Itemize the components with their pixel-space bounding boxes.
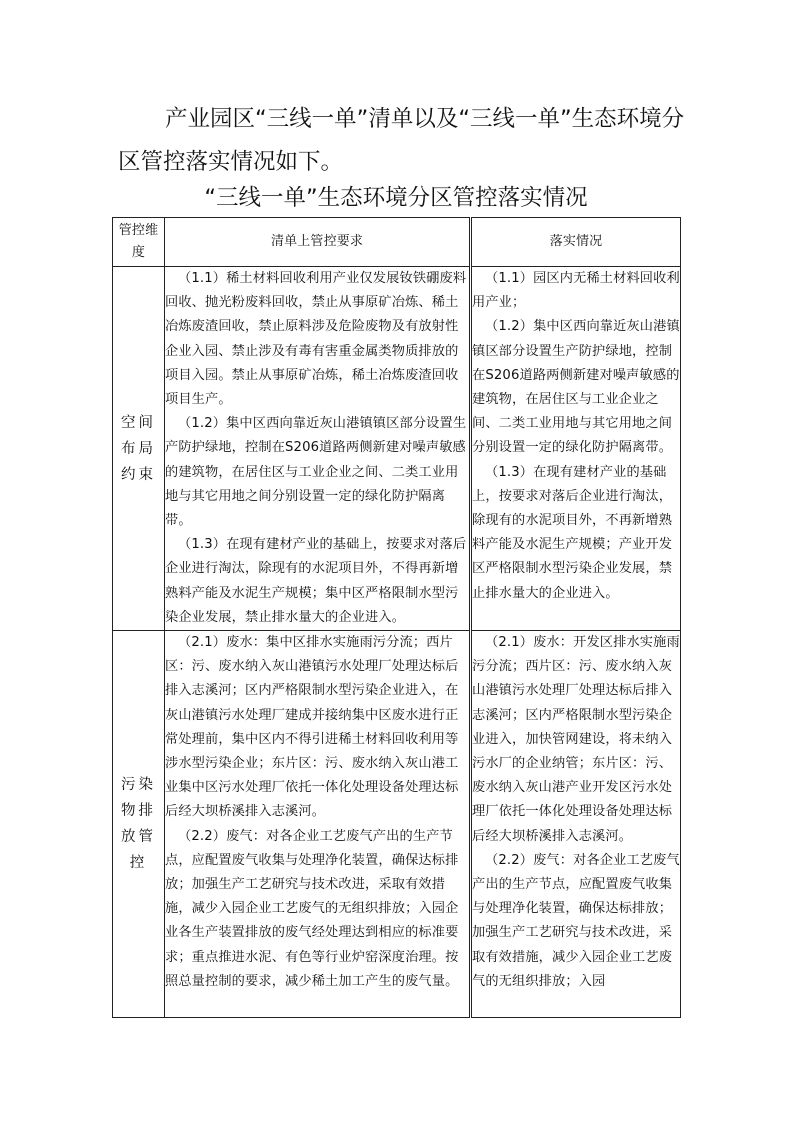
requirement-cell — [165, 631, 471, 1018]
dimension-cell: 空间布局约束 — [113, 267, 165, 631]
control-table — [112, 217, 681, 1018]
intro-paragraph: 产业园区“三线一单”清单以及“三线一单”生态环境分区管控落实情况如下。 — [118, 106, 685, 175]
requirement-paragraph: （1.1）稀土材料回收利用产业仅发展钕铁硼废料回收、抛光粉废料回收，禁止从事原矿冶炼、稀土冶炼废渣回收，禁止原料涉及危险废物及有放射性企业入园、禁止涉及有毒有害重金属类物质排放的项目入园。禁止从事原矿冶炼，稀土冶炼废渣回收项目生产。 — [165, 271, 467, 408]
header-implementation: 落实情况 — [471, 218, 681, 267]
implementation-cell — [471, 267, 681, 631]
dimension-cell: 污染物排放管控 — [113, 631, 165, 1018]
implementation-paragraph: （1.2）集中区西向靠近灰山港镇镇区部分设置生产防护绿地，控制在S206道路两侧新建对噪声敏感的建筑物，在居住区与工业企业之间、二类工业用地与其它用地之间分别设置一定的绿化防护隔离带。 — [472, 319, 680, 456]
implementation-cell — [471, 631, 681, 1018]
table-row — [113, 267, 681, 631]
header-dimension: 管控维度 — [113, 218, 165, 267]
requirement-paragraph: （2.1）废水：集中区排水实施雨污分流；西片区：污、废水纳入灰山港镇污水处理厂处理达标后排入志溪河；区内严格限制水型污染企业进入，在灰山港镇污水处理厂建成并接纳集中区废水进行正常处理前，集中区内不得引进稀土材料回收利用等涉水型污染企业；东片区：污、废水纳入灰山港工业集中区污水处理厂依托一体化处理设备处理达标后经大坝桥溪排入志溪河。 — [165, 635, 459, 820]
table-row — [113, 631, 681, 1018]
table-title: “三线一单”生态环境分区管控落实情况 — [204, 185, 588, 211]
requirement-paragraph: （2.2）废气：对各企业工艺废气产出的生产节点，应配置废气收集与处理净化装置，确保达标排放；加强生产工艺研究与技术改进，采取有效措施，减少入园企业工艺废气的无组织排放；入园企业各生产装置排放的废气经处理达到相应的标准要求；重点推进水泥、有色等行业炉窑深度治理。按照总量控制的要求，减少稀土加工产生的废气量。 — [165, 828, 459, 989]
requirement-paragraph: （1.2）集中区西向靠近灰山港镇镇区部分设置生产防护绿地，控制在S206道路两侧新建对噪声敏感的建筑物，在居住区与工业企业之间、二类工业用地与其它用地之间分别设置一定的绿化防护隔离带。 — [165, 416, 467, 529]
requirement-paragraph: （1.3）在现有建材产业的基础上，按要求对落后企业进行淘汰，除现有的水泥项目外，不得再新增熟料产能及水泥生产规模；集中区严格限制水型污染企业发展，禁止排水量大的企业进入。 — [165, 537, 467, 625]
implementation-paragraph: （2.2）废气：对各企业工艺废气产出的生产节点，应配置废气收集与处理净化装置，确保达标排放；加强生产工艺研究与技术改进，采取有效措施，减少入园企业工艺废气的无组织排放；入园 — [472, 852, 680, 989]
implementation-paragraph: （1.1）园区内无稀土材料回收利用产业； — [472, 271, 680, 311]
table-header-row — [113, 218, 681, 267]
implementation-paragraph: （2.1）废水：开发区排水实施雨污分流；西片区：污、废水纳入灰山港镇污水处理厂处理达标后排入志溪河；区内严格限制水型污染企业进入，加快管网建设，将未纳入污水厂的企业纳管；东片区：污、废水纳入灰山港产业开发区污水处理厂依托一体化处理设备处理达标后经大坝桥溪排入志溪河。 — [472, 635, 680, 844]
implementation-paragraph: （1.3）在现有建材产业的基础上，按要求对落后企业进行淘汰，除现有的水泥项目外，不再新增熟料产能及水泥生产规模；产业开发区严格限制水型污染企业发展，禁止排水量大的企业进入。 — [472, 464, 673, 601]
header-requirement: 清单上管控要求 — [165, 218, 471, 267]
requirement-cell — [165, 267, 471, 631]
